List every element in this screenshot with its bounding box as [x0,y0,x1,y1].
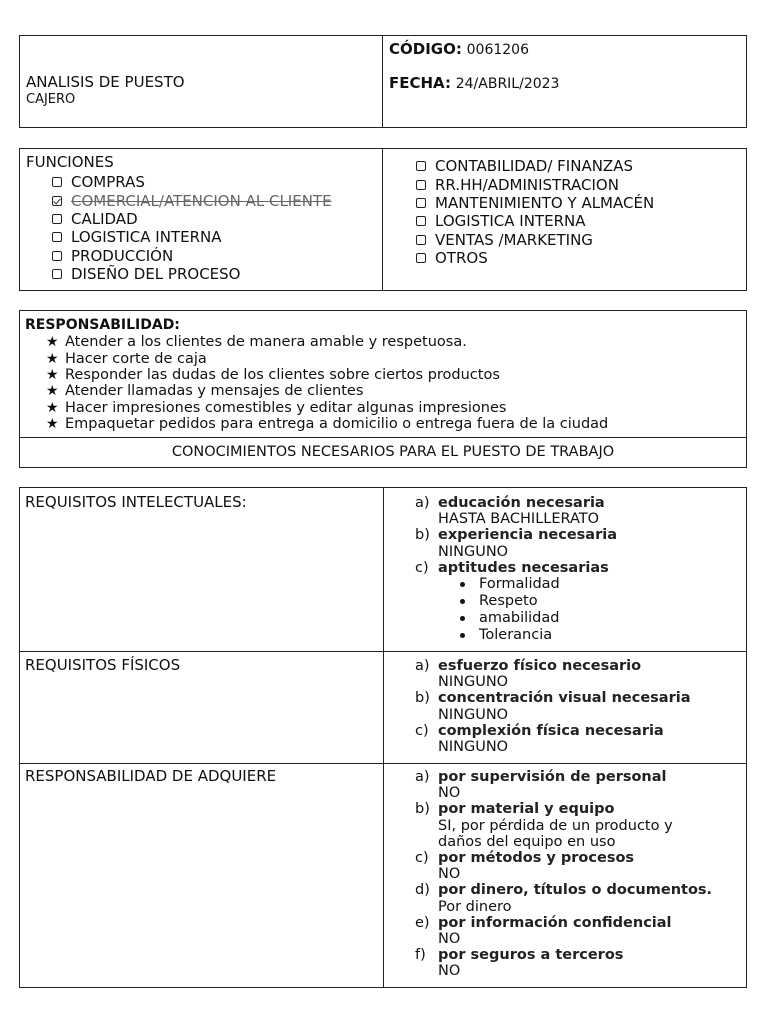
funciones-heading: FUNCIONES [26,153,114,171]
funcion-option [416,212,654,230]
requisito-body [438,690,690,722]
funcion-option [52,191,332,209]
star-icon: ★ [46,366,59,383]
requisito-letter: a) [415,495,430,511]
checkbox[interactable] [52,177,62,187]
code-label: CÓDIGO: [389,40,462,58]
responsabilidad-adquiere-label: RESPONSABILIDAD DE ADQUIERE [25,767,277,785]
requisitos-fisicos-label: REQUISITOS FÍSICOS [25,656,181,674]
checkbox-label: LOGISTICA INTERNA [71,228,222,247]
requisito-value: NO [438,931,461,948]
funcion-option [52,210,332,228]
requisito-item [415,723,690,755]
requisitos-row-divider-2 [20,763,746,764]
requisito-heading: aptitudes necesarias [438,559,609,576]
funcion-option [416,231,654,249]
bullet-icon [460,599,465,604]
conocimientos-title: CONOCIMIENTOS NECESARIOS PARA EL PUESTO DE TRABAJO [171,444,615,460]
responsabilidad-item [46,334,608,350]
responsabilidad-text: Responder las dudas de los clientes sobre ciertos productos [65,366,500,383]
requisito-value: SI, por pérdida de un producto y [438,817,673,834]
checkbox-label: LOGISTICA INTERNA [435,212,586,231]
checkbox[interactable] [52,269,62,279]
checkbox-label: RR.HH/ADMINISTRACION [435,175,619,194]
requisito-body [438,658,641,690]
requisito-body [438,882,712,914]
checkbox-label: MANTENIMIENTO Y ALMACÉN [435,193,655,212]
funcion-option [416,157,654,175]
requisito-value: NINGUNO [438,674,509,691]
position-name: CAJERO [26,92,76,107]
checkbox[interactable] [416,235,426,245]
requisito-heading: por métodos y procesos [438,850,635,867]
funciones-right-list [416,157,654,267]
checkbox-label: OTROS [435,249,488,268]
responsabilidad-item [46,383,608,399]
requisito-value: NO [438,866,461,883]
requisito-body [438,769,667,801]
header-table [19,35,747,128]
funcion-option [52,173,332,191]
requisito-letter: b) [415,527,430,544]
star-icon: ★ [46,383,59,400]
checkbox-label: DISEÑO DEL PROCESO [71,265,241,284]
responsabilidad-item [46,367,608,383]
aptitudes-list [438,576,609,644]
requisito-heading: por información confidencial [438,914,672,931]
document-title: ANALISIS DE PUESTO [26,73,185,91]
requisito-body [438,801,673,850]
requisito-item [415,690,690,722]
checkbox[interactable] [416,161,426,171]
requisitos-intelectuales-label: REQUISITOS INTELECTUALES: [25,493,247,511]
aptitud-item [438,576,609,593]
star-icon: ★ [46,399,59,416]
responsabilidad-text: Hacer corte de caja [65,350,207,367]
aptitud-item [438,627,609,644]
aptitud-item [438,610,609,627]
requisito-value: NINGUNO [438,543,509,560]
checkbox[interactable] [52,251,62,261]
requisito-letter: d) [415,882,430,899]
responsabilidad-text: Hacer impresiones comestibles y editar algunas impresiones [65,399,507,416]
checkbox-label: VENTAS /MARKETING [435,230,593,249]
header-divider [382,36,383,127]
requisito-item [415,495,617,527]
requisito-value: NINGUNO [438,739,509,756]
requisito-item [415,658,690,690]
requisito-item [415,560,617,644]
code-value: 0061206 [466,42,529,58]
requisito-body [438,495,605,527]
responsabilidad-text: Atender llamadas y mensajes de clientes [65,383,364,400]
star-icon: ★ [46,416,59,433]
date-field [389,76,559,91]
star-icon: ★ [46,334,59,351]
checkbox-label: COMPRAS [71,173,145,192]
responsabilidad-list [46,334,608,432]
star-icon: ★ [46,350,59,367]
requisito-letter: c) [415,559,429,576]
aptitud-item [438,593,609,610]
requisito-heading: experiencia necesaria [438,527,617,544]
requisito-value: daños del equipo en uso [438,833,616,850]
checkbox[interactable] [52,214,62,224]
date-label: FECHA: [389,74,451,92]
bullet-icon [460,633,465,638]
funciones-left-list [52,173,332,283]
checkbox[interactable] [416,216,426,226]
conocimientos-divider [20,437,746,438]
requisito-heading: por supervisión de personal [438,769,667,785]
requisito-body [438,723,664,755]
checkbox-label: COMERCIAL/ATENCION AL CLIENTE [71,191,332,210]
requisito-body [438,850,634,882]
checkbox[interactable] [52,232,62,242]
funciones-table [19,148,747,291]
requisito-heading: por material y equipo [438,801,615,818]
responsabilidad-adquiere-list [415,769,712,980]
requisito-heading: complexión física necesaria [438,722,664,739]
checkbox[interactable] [416,198,426,208]
code-field [389,42,529,57]
requisito-heading: esfuerzo físico necesario [438,658,642,674]
aptitud-text: Formalidad [479,576,560,593]
responsabilidad-item [46,350,608,366]
requisito-letter: f) [415,947,426,964]
requisito-item [415,882,712,914]
funcion-option [416,249,654,267]
funcion-option [52,247,332,265]
aptitud-text: amabilidad [479,610,560,627]
requisito-letter: e) [415,914,430,931]
funcion-option [416,175,654,193]
responsabilidad-heading: RESPONSABILIDAD: [25,317,180,333]
funcion-option [52,228,332,246]
date-value: 24/ABRIL/2023 [455,76,560,92]
requisito-letter: a) [415,769,430,785]
requisito-letter: a) [415,658,430,674]
requisito-item [415,801,712,850]
requisitos-divider [383,488,384,987]
requisito-value: NO [438,785,461,802]
responsabilidad-text: Atender a los clientes de manera amable y respetuosa. [65,334,467,351]
bullet-icon [460,616,465,621]
requisito-item [415,947,712,979]
requisito-letter: b) [415,801,430,818]
requisito-body [438,527,617,559]
requisitos-intelectuales-list [415,495,617,644]
requisitos-fisicos-list [415,658,690,755]
requisito-item [415,769,712,801]
requisito-heading: concentración visual necesaria [438,690,691,707]
checkbox[interactable] [416,253,426,263]
checkbox-label: PRODUCCIÓN [71,246,174,265]
requisito-heading: educación necesaria [438,495,605,511]
checkbox[interactable] [416,180,426,190]
responsabilidad-item [46,400,608,416]
requisito-item [415,527,617,559]
funciones-divider [382,149,383,290]
responsabilidad-table [19,310,747,468]
responsabilidad-item [46,416,608,432]
requisitos-table [19,487,747,988]
requisito-value: Por dinero [438,898,512,915]
requisito-body [438,947,623,979]
funcion-option [416,194,654,212]
requisito-value: HASTA BACHILLERATO [438,511,600,528]
funcion-option [52,265,332,283]
requisito-letter: b) [415,690,430,707]
requisito-heading: por seguros a terceros [438,947,624,964]
requisitos-row-divider-1 [20,651,746,652]
requisito-item [415,850,712,882]
responsabilidad-text: Empaquetar pedidos para entrega a domicilio o entrega fuera de la ciudad [65,416,609,433]
requisito-value: NO [438,963,461,980]
requisito-heading: por dinero, títulos o documentos. [438,882,713,899]
requisito-item [415,915,712,947]
requisito-letter: c) [415,850,429,867]
requisito-body [438,560,609,644]
checkbox-label: CALIDAD [71,209,138,228]
checkbox-label: CONTABILIDAD/ FINANZAS [435,157,633,176]
aptitud-text: Respeto [479,593,538,610]
checkbox[interactable] [52,196,62,206]
bullet-icon [460,582,465,587]
aptitud-text: Tolerancia [479,627,553,644]
requisito-value: NINGUNO [438,706,509,723]
requisito-letter: c) [415,722,429,739]
requisito-body [438,915,672,947]
